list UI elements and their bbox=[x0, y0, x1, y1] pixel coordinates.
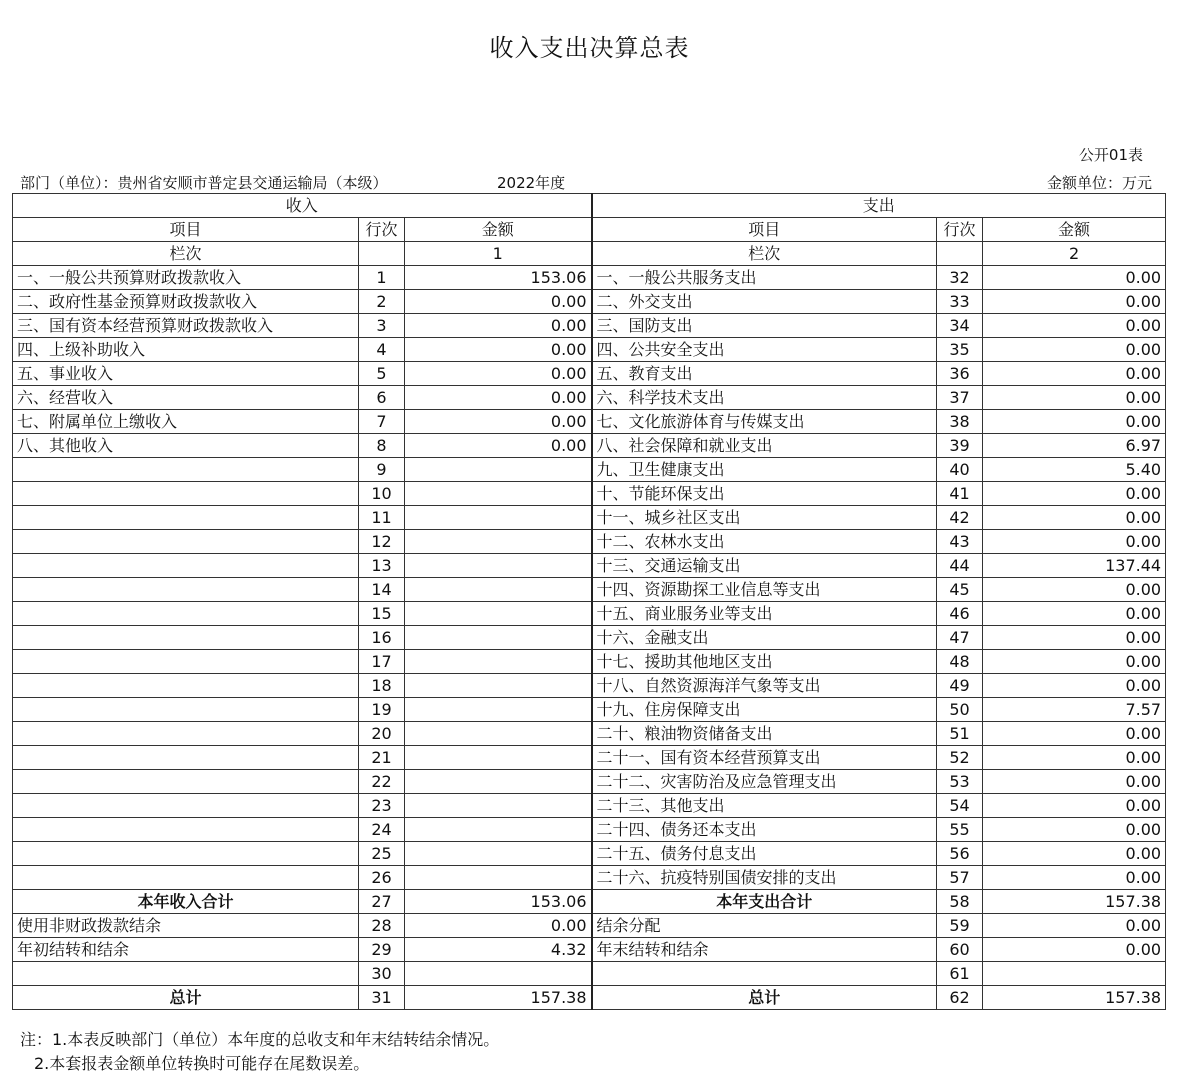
income-item-header: 项目 bbox=[13, 218, 359, 242]
expense-amount-cell: 6.97 bbox=[983, 434, 1166, 458]
table-row bbox=[13, 482, 1166, 506]
expense-line-cell: 62 bbox=[937, 986, 983, 1010]
amount-unit: 金额单位：万元 bbox=[1046, 174, 1152, 192]
expense-amount-cell: 7.57 bbox=[983, 698, 1166, 722]
income-item-cell bbox=[13, 746, 359, 770]
income-line-cell: 1 bbox=[359, 266, 405, 290]
income-line-cell: 4 bbox=[359, 338, 405, 362]
expense-amount-cell: 0.00 bbox=[983, 386, 1166, 410]
table-row bbox=[13, 674, 1166, 698]
expense-item-cell: 年末结转和结余 bbox=[592, 938, 937, 962]
income-line-cell: 13 bbox=[359, 554, 405, 578]
income-amount-cell bbox=[405, 722, 592, 746]
table-row bbox=[13, 410, 1166, 434]
income-amount-cell bbox=[405, 818, 592, 842]
footnote-2: 2.本套报表金额单位转换时可能存在尾数误差。 bbox=[34, 1054, 370, 1073]
table-row bbox=[13, 986, 1166, 1010]
table-row bbox=[13, 698, 1166, 722]
income-item-cell bbox=[13, 818, 359, 842]
income-line-cell: 15 bbox=[359, 602, 405, 626]
income-amount-cell bbox=[405, 554, 592, 578]
table-row bbox=[13, 386, 1166, 410]
department-label: 部门（单位）：贵州省安顺市普定县交通运输局（本级） bbox=[20, 174, 388, 192]
income-line-cell: 22 bbox=[359, 770, 405, 794]
column-header-row bbox=[13, 218, 1166, 242]
expense-item-cell: 十九、住房保障支出 bbox=[592, 698, 937, 722]
expense-item-cell: 十六、金融支出 bbox=[592, 626, 937, 650]
income-line-cell: 11 bbox=[359, 506, 405, 530]
table-row bbox=[13, 794, 1166, 818]
page-title: 收入支出决算总表 bbox=[489, 34, 690, 62]
expense-line-cell: 33 bbox=[937, 290, 983, 314]
income-amount-cell bbox=[405, 770, 592, 794]
table-row bbox=[13, 506, 1166, 530]
income-item-cell: 五、事业收入 bbox=[13, 362, 359, 386]
income-lanci-col: 1 bbox=[405, 242, 592, 266]
income-item-cell bbox=[13, 698, 359, 722]
table-row bbox=[13, 314, 1166, 338]
expense-amount-cell: 0.00 bbox=[983, 506, 1166, 530]
expense-line-header: 行次 bbox=[937, 218, 983, 242]
table-row bbox=[13, 266, 1166, 290]
income-item-cell: 总计 bbox=[13, 986, 359, 1010]
expense-lanci-label: 栏次 bbox=[592, 242, 937, 266]
income-item-cell bbox=[13, 578, 359, 602]
summary-table bbox=[12, 193, 1166, 1010]
income-amount-cell: 0.00 bbox=[405, 386, 592, 410]
table-row bbox=[13, 746, 1166, 770]
expense-amount-cell: 0.00 bbox=[983, 866, 1166, 890]
expense-line-cell: 43 bbox=[937, 530, 983, 554]
expense-line-cell: 49 bbox=[937, 674, 983, 698]
expense-line-cell: 60 bbox=[937, 938, 983, 962]
income-line-cell: 5 bbox=[359, 362, 405, 386]
expense-amount-cell: 0.00 bbox=[983, 650, 1166, 674]
income-line-cell: 7 bbox=[359, 410, 405, 434]
expense-line-cell: 57 bbox=[937, 866, 983, 890]
income-item-cell: 一、一般公共预算财政拨款收入 bbox=[13, 266, 359, 290]
expense-line-cell: 46 bbox=[937, 602, 983, 626]
expense-line-cell: 42 bbox=[937, 506, 983, 530]
income-item-cell: 使用非财政拨款结余 bbox=[13, 914, 359, 938]
expense-item-cell: 六、科学技术支出 bbox=[592, 386, 937, 410]
expense-item-cell: 十八、自然资源海洋气象等支出 bbox=[592, 674, 937, 698]
expense-line-cell: 58 bbox=[937, 890, 983, 914]
income-item-cell bbox=[13, 962, 359, 986]
expense-item-cell: 本年支出合计 bbox=[592, 890, 937, 914]
table-row bbox=[13, 290, 1166, 314]
meta-row bbox=[20, 172, 1152, 192]
table-row bbox=[13, 914, 1166, 938]
expense-item-cell: 二十一、国有资本经营预算支出 bbox=[592, 746, 937, 770]
income-amount-cell bbox=[405, 698, 592, 722]
table-row bbox=[13, 362, 1166, 386]
income-item-cell bbox=[13, 794, 359, 818]
expense-line-cell: 41 bbox=[937, 482, 983, 506]
expense-lanci-col: 2 bbox=[983, 242, 1166, 266]
income-amount-cell: 153.06 bbox=[405, 266, 592, 290]
expense-amount-cell: 0.00 bbox=[983, 842, 1166, 866]
expense-amount-cell: 0.00 bbox=[983, 578, 1166, 602]
table-row bbox=[13, 554, 1166, 578]
income-line-cell: 8 bbox=[359, 434, 405, 458]
expense-item-cell: 一、一般公共服务支出 bbox=[592, 266, 937, 290]
income-amount-cell bbox=[405, 866, 592, 890]
income-amount-cell bbox=[405, 842, 592, 866]
income-item-cell bbox=[13, 482, 359, 506]
income-amount-cell: 0.00 bbox=[405, 914, 592, 938]
income-line-cell: 17 bbox=[359, 650, 405, 674]
footnote-1: 注：1.本表反映部门（单位）本年度的总收支和年末结转结余情况。 bbox=[20, 1030, 500, 1049]
table-row bbox=[13, 866, 1166, 890]
expense-amount-cell: 0.00 bbox=[983, 818, 1166, 842]
income-item-cell: 本年收入合计 bbox=[13, 890, 359, 914]
income-line-cell: 12 bbox=[359, 530, 405, 554]
expense-amount-cell: 0.00 bbox=[983, 362, 1166, 386]
income-amount-cell bbox=[405, 602, 592, 626]
fiscal-year: 2022年度 bbox=[497, 174, 566, 192]
income-amount-cell: 0.00 bbox=[405, 314, 592, 338]
income-line-cell: 23 bbox=[359, 794, 405, 818]
income-line-cell: 20 bbox=[359, 722, 405, 746]
income-line-cell: 3 bbox=[359, 314, 405, 338]
expense-amount-cell: 137.44 bbox=[983, 554, 1166, 578]
income-item-cell bbox=[13, 554, 359, 578]
expense-line-cell: 53 bbox=[937, 770, 983, 794]
income-line-cell: 26 bbox=[359, 866, 405, 890]
expense-amount-cell: 0.00 bbox=[983, 530, 1166, 554]
income-amount-cell bbox=[405, 506, 592, 530]
table-row bbox=[13, 578, 1166, 602]
income-line-cell: 2 bbox=[359, 290, 405, 314]
expense-amount-cell: 0.00 bbox=[983, 722, 1166, 746]
income-item-cell: 年初结转和结余 bbox=[13, 938, 359, 962]
section-header-row bbox=[13, 194, 1166, 218]
income-line-cell: 9 bbox=[359, 458, 405, 482]
income-item-cell bbox=[13, 650, 359, 674]
income-item-cell bbox=[13, 506, 359, 530]
expense-item-cell: 结余分配 bbox=[592, 914, 937, 938]
income-lanci-line bbox=[359, 242, 405, 266]
table-row bbox=[13, 842, 1166, 866]
footnotes bbox=[20, 1028, 499, 1076]
income-item-cell bbox=[13, 722, 359, 746]
expense-line-cell: 44 bbox=[937, 554, 983, 578]
table-row bbox=[13, 434, 1166, 458]
income-amount-cell: 0.00 bbox=[405, 338, 592, 362]
income-amount-header: 金额 bbox=[405, 218, 592, 242]
income-amount-cell bbox=[405, 746, 592, 770]
income-line-cell: 25 bbox=[359, 842, 405, 866]
income-item-cell: 七、附属单位上缴收入 bbox=[13, 410, 359, 434]
table-row bbox=[13, 818, 1166, 842]
income-amount-cell bbox=[405, 962, 592, 986]
expense-item-cell: 十五、商业服务业等支出 bbox=[592, 602, 937, 626]
table-row bbox=[13, 602, 1166, 626]
table-row bbox=[13, 458, 1166, 482]
expense-line-cell: 52 bbox=[937, 746, 983, 770]
expense-amount-cell: 0.00 bbox=[983, 602, 1166, 626]
expense-line-cell: 36 bbox=[937, 362, 983, 386]
income-line-cell: 10 bbox=[359, 482, 405, 506]
income-amount-cell: 0.00 bbox=[405, 410, 592, 434]
income-line-cell: 24 bbox=[359, 818, 405, 842]
expense-amount-cell: 0.00 bbox=[983, 290, 1166, 314]
expense-item-cell: 二十五、债务付息支出 bbox=[592, 842, 937, 866]
expense-line-cell: 45 bbox=[937, 578, 983, 602]
expense-item-cell: 二十、粮油物资储备支出 bbox=[592, 722, 937, 746]
income-lanci-label: 栏次 bbox=[13, 242, 359, 266]
lanci-row bbox=[13, 242, 1166, 266]
income-amount-cell bbox=[405, 626, 592, 650]
income-item-cell: 八、其他收入 bbox=[13, 434, 359, 458]
expense-line-cell: 55 bbox=[937, 818, 983, 842]
income-item-cell: 四、上级补助收入 bbox=[13, 338, 359, 362]
expense-item-cell: 二十四、债务还本支出 bbox=[592, 818, 937, 842]
expense-item-cell: 十二、农林水支出 bbox=[592, 530, 937, 554]
expense-section-header: 支出 bbox=[592, 194, 1166, 218]
income-line-cell: 14 bbox=[359, 578, 405, 602]
income-line-header: 行次 bbox=[359, 218, 405, 242]
income-item-cell: 六、经营收入 bbox=[13, 386, 359, 410]
income-section-header: 收入 bbox=[13, 194, 592, 218]
expense-amount-cell: 0.00 bbox=[983, 338, 1166, 362]
income-amount-cell: 4.32 bbox=[405, 938, 592, 962]
expense-amount-cell: 0.00 bbox=[983, 410, 1166, 434]
expense-amount-cell: 0.00 bbox=[983, 746, 1166, 770]
income-item-cell bbox=[13, 458, 359, 482]
expense-line-cell: 37 bbox=[937, 386, 983, 410]
expense-line-cell: 32 bbox=[937, 266, 983, 290]
expense-item-cell: 十三、交通运输支出 bbox=[592, 554, 937, 578]
income-amount-cell bbox=[405, 530, 592, 554]
expense-amount-cell: 157.38 bbox=[983, 890, 1166, 914]
income-amount-cell bbox=[405, 482, 592, 506]
income-item-cell bbox=[13, 842, 359, 866]
income-line-cell: 27 bbox=[359, 890, 405, 914]
expense-item-header: 项目 bbox=[592, 218, 937, 242]
income-item-cell bbox=[13, 530, 359, 554]
income-line-cell: 30 bbox=[359, 962, 405, 986]
income-item-cell bbox=[13, 674, 359, 698]
expense-amount-cell: 0.00 bbox=[983, 266, 1166, 290]
expense-item-cell: 二十二、灾害防治及应急管理支出 bbox=[592, 770, 937, 794]
income-amount-cell bbox=[405, 674, 592, 698]
expense-lanci-line bbox=[937, 242, 983, 266]
expense-line-cell: 59 bbox=[937, 914, 983, 938]
expense-line-cell: 34 bbox=[937, 314, 983, 338]
expense-item-cell: 九、卫生健康支出 bbox=[592, 458, 937, 482]
income-amount-cell bbox=[405, 794, 592, 818]
table-row bbox=[13, 938, 1166, 962]
expense-item-cell: 十、节能环保支出 bbox=[592, 482, 937, 506]
table-row bbox=[13, 626, 1166, 650]
income-amount-cell bbox=[405, 650, 592, 674]
income-amount-cell: 0.00 bbox=[405, 362, 592, 386]
income-line-cell: 21 bbox=[359, 746, 405, 770]
expense-item-cell: 五、教育支出 bbox=[592, 362, 937, 386]
expense-line-cell: 54 bbox=[937, 794, 983, 818]
income-item-cell bbox=[13, 602, 359, 626]
expense-item-cell: 十七、援助其他地区支出 bbox=[592, 650, 937, 674]
expense-line-cell: 51 bbox=[937, 722, 983, 746]
expense-item-cell: 十四、资源勘探工业信息等支出 bbox=[592, 578, 937, 602]
expense-item-cell: 四、公共安全支出 bbox=[592, 338, 937, 362]
table-row bbox=[13, 338, 1166, 362]
table-row bbox=[13, 890, 1166, 914]
income-amount-cell: 0.00 bbox=[405, 434, 592, 458]
expense-amount-cell: 0.00 bbox=[983, 626, 1166, 650]
expense-item-cell: 二十三、其他支出 bbox=[592, 794, 937, 818]
income-item-cell: 三、国有资本经营预算财政拨款收入 bbox=[13, 314, 359, 338]
expense-amount-header: 金额 bbox=[983, 218, 1166, 242]
income-line-cell: 19 bbox=[359, 698, 405, 722]
income-item-cell: 二、政府性基金预算财政拨款收入 bbox=[13, 290, 359, 314]
expense-amount-cell: 0.00 bbox=[983, 482, 1166, 506]
table-row bbox=[13, 530, 1166, 554]
expense-line-cell: 61 bbox=[937, 962, 983, 986]
income-amount-cell bbox=[405, 458, 592, 482]
expense-item-cell bbox=[592, 962, 937, 986]
table-row bbox=[13, 770, 1166, 794]
expense-item-cell: 十一、城乡社区支出 bbox=[592, 506, 937, 530]
expense-item-cell: 七、文化旅游体育与传媒支出 bbox=[592, 410, 937, 434]
expense-item-cell: 二十六、抗疫特别国债安排的支出 bbox=[592, 866, 937, 890]
expense-line-cell: 38 bbox=[937, 410, 983, 434]
income-amount-cell: 153.06 bbox=[405, 890, 592, 914]
form-number: 公开01表 bbox=[1078, 146, 1143, 164]
income-amount-cell: 157.38 bbox=[405, 986, 592, 1010]
expense-amount-cell: 0.00 bbox=[983, 314, 1166, 338]
table-row bbox=[13, 962, 1166, 986]
expense-amount-cell: 0.00 bbox=[983, 674, 1166, 698]
income-line-cell: 6 bbox=[359, 386, 405, 410]
income-item-cell bbox=[13, 626, 359, 650]
expense-line-cell: 48 bbox=[937, 650, 983, 674]
expense-item-cell: 三、国防支出 bbox=[592, 314, 937, 338]
expense-line-cell: 35 bbox=[937, 338, 983, 362]
income-amount-cell bbox=[405, 578, 592, 602]
expense-amount-cell bbox=[983, 962, 1166, 986]
income-line-cell: 31 bbox=[359, 986, 405, 1010]
expense-amount-cell: 0.00 bbox=[983, 770, 1166, 794]
expense-amount-cell: 0.00 bbox=[983, 938, 1166, 962]
table-row bbox=[13, 650, 1166, 674]
expense-line-cell: 40 bbox=[937, 458, 983, 482]
expense-line-cell: 39 bbox=[937, 434, 983, 458]
expense-amount-cell: 157.38 bbox=[983, 986, 1166, 1010]
income-amount-cell: 0.00 bbox=[405, 290, 592, 314]
income-line-cell: 29 bbox=[359, 938, 405, 962]
income-line-cell: 16 bbox=[359, 626, 405, 650]
expense-item-cell: 总计 bbox=[592, 986, 937, 1010]
expense-amount-cell: 5.40 bbox=[983, 458, 1166, 482]
income-line-cell: 18 bbox=[359, 674, 405, 698]
expense-line-cell: 56 bbox=[937, 842, 983, 866]
expense-item-cell: 八、社会保障和就业支出 bbox=[592, 434, 937, 458]
income-item-cell bbox=[13, 770, 359, 794]
expense-amount-cell: 0.00 bbox=[983, 794, 1166, 818]
income-line-cell: 28 bbox=[359, 914, 405, 938]
income-item-cell bbox=[13, 866, 359, 890]
table-row bbox=[13, 722, 1166, 746]
expense-line-cell: 47 bbox=[937, 626, 983, 650]
expense-item-cell: 二、外交支出 bbox=[592, 290, 937, 314]
expense-amount-cell: 0.00 bbox=[983, 914, 1166, 938]
expense-line-cell: 50 bbox=[937, 698, 983, 722]
